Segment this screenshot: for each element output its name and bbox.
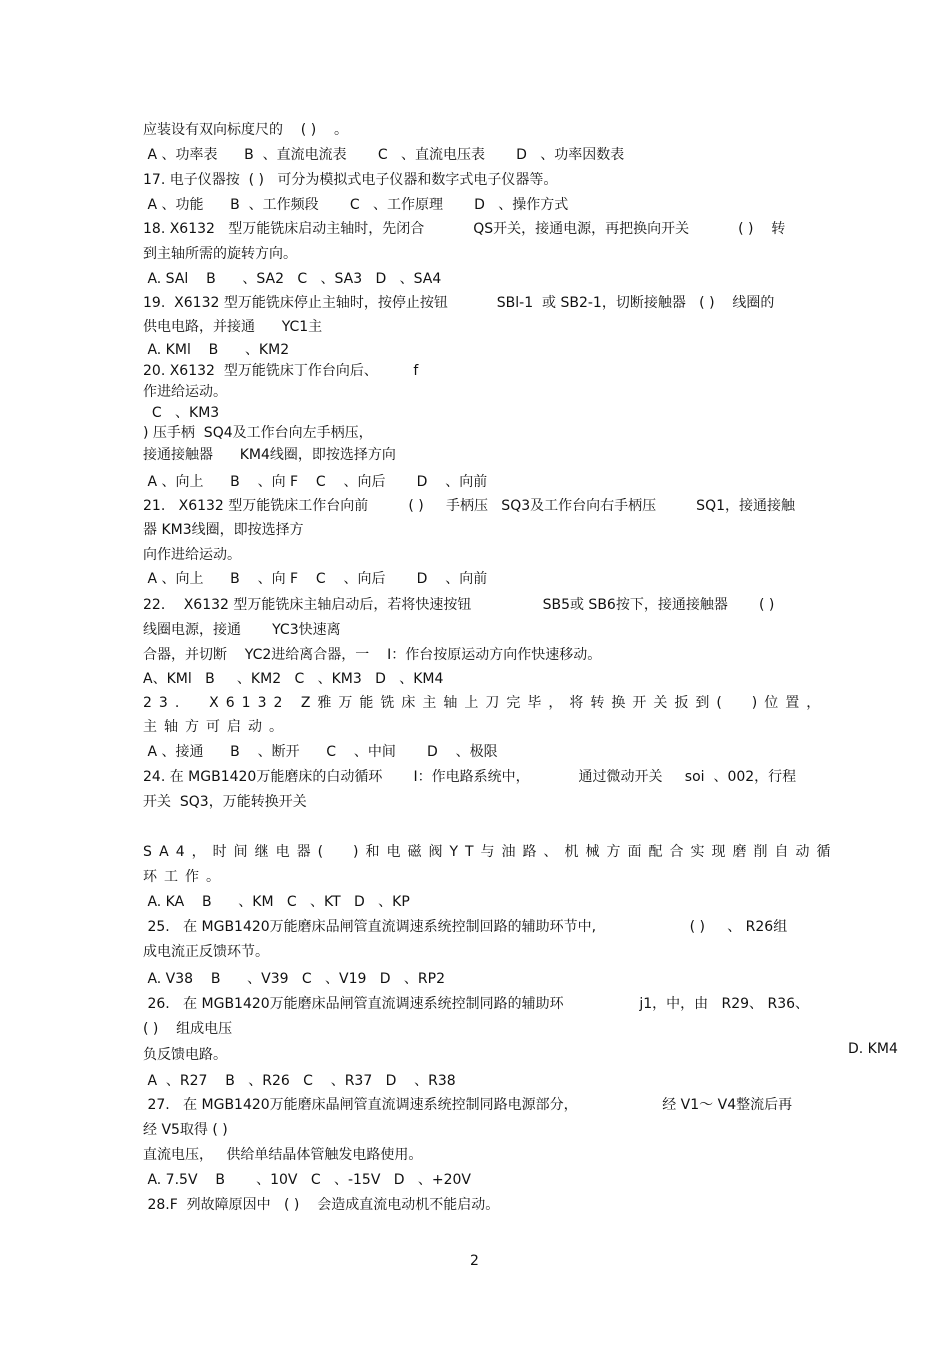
text-line: 作进给运动。 (143, 384, 227, 400)
text-line: 线圈电源，接通 YC3快速离 (143, 622, 341, 638)
text-line: SA4，时间继电器( )和电磁阀YT与油路、机械方面配合实现磨削自动循 (143, 844, 838, 860)
text-line: 应装设有双向标度尺的 ( ) 。 (143, 122, 348, 138)
text-line: A 、向上 B 、向 F C 、向后 D 、向前 (143, 571, 488, 587)
text-line: A. SAl B 、SA2 C 、SA3 D 、SA4 (143, 271, 442, 287)
text-line: 24. 在 MGB1420万能磨床的白动循环 I：作电路系统中， 通过微动开关 soi 、002，行程 (143, 769, 797, 785)
text-line: 成电流正反馈环节。 (143, 944, 269, 960)
text-line: 向作进给运动。 (143, 547, 241, 563)
text-line: 开关 SQ3，万能转换开关 (143, 794, 307, 810)
text-line: 19. X6132 型万能铣床停止主轴时，按停止按钮 SBl-1 或 SB2-1，切断接触器 ( ) 线圈的 (143, 295, 775, 311)
text-line: A. V38 B 、V39 C 、V19 D 、RP2 (143, 971, 445, 987)
text-line: 18. X6132 型万能铣床启动主轴时，先闭合 QS开关，接通电源，再把换向开关 ( ) 转 (143, 221, 786, 237)
text-line: 器 KM3线圈，即按选择方 (143, 522, 304, 538)
text-line: 26. 在 MGB1420万能磨床品闸管直流调速系统控制同路的辅助环 j1，中，由 R29、 R36、 (143, 996, 810, 1012)
text-line: 负反馈电路。 (143, 1047, 227, 1063)
text-line: 28.F 列故障原因中 ( ) 会造成直流电动机不能启动。 (143, 1197, 500, 1213)
text-line: 到主轴所需的旋转方向。 (143, 246, 297, 262)
text-line: A. KMl B 、KM2 (143, 342, 290, 358)
text-line: 17. 电子仪器按 ( ) 可分为模拟式电子仪器和数字式电子仪器等。 (143, 172, 558, 188)
text-line: C 、KM3 (143, 405, 220, 421)
side-note: D. KM4 (848, 1041, 898, 1057)
page-number: 2 (470, 1253, 479, 1269)
text-line: 27. 在 MGB1420万能磨床晶闸管直流调速系统控制同路电源部分， 经 V1～ V4整流后再 (143, 1097, 793, 1113)
text-line: A 、接通 B 、断开 C 、中间 D 、极限 (143, 744, 498, 760)
text-line: 环工作。 (143, 869, 227, 885)
text-line: A. KA B 、KM C 、KT D 、KP (143, 894, 410, 910)
text-line: 直流电压， 供给单结晶体管触发电路使用。 (143, 1147, 423, 1163)
text-line: A. 7.5V B 、10V C 、-15V D 、+20V (143, 1172, 471, 1188)
text-line: 供电电路，并接通 YC1主 (143, 319, 323, 335)
text-line: A 、功率表 B 、直流电流表 C 、直流电压表 D 、功率因数表 (143, 147, 625, 163)
text-line: A 、R27 B 、R26 C 、R37 D 、R38 (143, 1073, 456, 1089)
text-line: 接通接触器 KM4线圈，即按选择方向 (143, 447, 396, 463)
text-line: A 、功能 B 、工作频段 C 、工作原理 D 、操作方式 (143, 197, 569, 213)
text-line: 合器，并切断 YC2进给离合器，一 I：作台按原运动方向作快速移动。 (143, 647, 602, 663)
text-line: 22． X6132 型万能铣床主轴启动后，若将快速按钮 SB5或 SB6按下，接通接触器 ( ) (143, 597, 775, 613)
text-line: 经 V5取得 ( ) (143, 1122, 228, 1138)
text-line: 20. X6132 型万能铣床丁作台向后、 f (143, 363, 419, 379)
text-line: 25. 在 MGB1420万能磨床品闸管直流调速系统控制回路的辅助环节中, ( ) 、 R26组 (143, 919, 788, 935)
text-line: A、KMl B 、KM2 C 、KM3 D 、KM4 (143, 671, 444, 687)
text-line: 21. X6132 型万能铣床工作台向前 ( ) 手柄压 SQ3及工作台向右手柄压 SQ1，接通接触 (143, 498, 795, 514)
text-line: ) 压手柄 SQ4及工作台向左手柄压， (143, 425, 373, 441)
text-line: A 、向上 B 、向 F C 、向后 D 、向前 (143, 474, 488, 490)
text-line: 主轴方可启动。 (143, 719, 290, 735)
text-line: 23. X6132 Z雅万能铣床主轴上刀完毕，将转换开关扳到( )位置， (143, 695, 828, 711)
text-line: ( ) 组成电压 (143, 1021, 233, 1037)
